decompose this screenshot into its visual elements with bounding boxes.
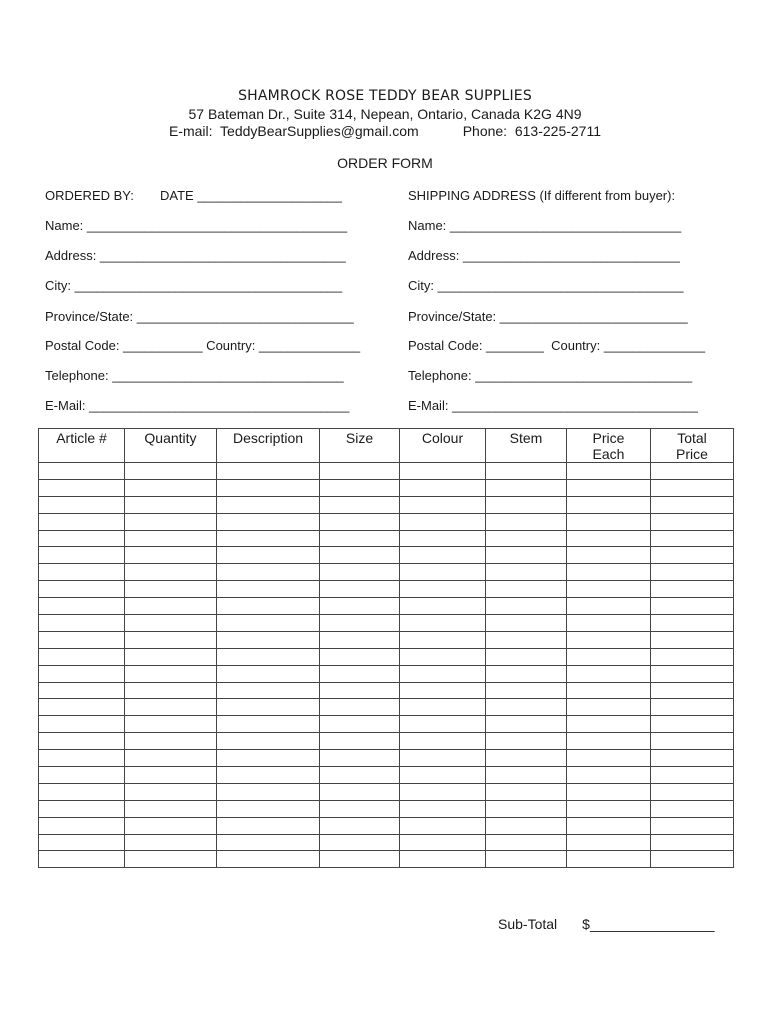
table-cell[interactable] [486,767,567,784]
table-row [39,851,734,868]
table-cell[interactable] [125,479,217,496]
date-field[interactable]: DATE ____________________ [160,188,342,203]
table-cell[interactable] [39,800,125,817]
table-cell[interactable] [39,851,125,868]
subtotal-row [498,916,715,932]
table-cell[interactable] [486,479,567,496]
table-row [39,530,734,547]
table-cell[interactable] [486,547,567,564]
table-cell[interactable] [486,783,567,800]
table-row [39,564,734,581]
table-cell[interactable] [125,817,217,834]
table-row [39,598,734,615]
table-cell[interactable] [400,479,486,496]
table-cell[interactable] [486,834,567,851]
table-cell[interactable] [320,615,400,632]
table-cell[interactable] [567,564,651,581]
table-cell[interactable] [651,665,734,682]
table-cell[interactable] [320,513,400,530]
table-cell[interactable] [39,547,125,564]
table-cell[interactable] [125,834,217,851]
table-cell[interactable] [486,665,567,682]
table-cell[interactable] [217,513,320,530]
table-cell[interactable] [125,800,217,817]
table-cell[interactable] [400,699,486,716]
table-cell[interactable] [125,513,217,530]
shipping-address-field[interactable]: Address: ______________________________ [408,248,680,263]
table-cell[interactable] [651,733,734,750]
table-cell[interactable] [400,631,486,648]
table-cell[interactable] [217,733,320,750]
table-cell[interactable] [486,581,567,598]
table-cell[interactable] [651,817,734,834]
table-cell[interactable] [39,834,125,851]
table-row [39,716,734,733]
table-cell[interactable] [320,750,400,767]
table-cell[interactable] [39,496,125,513]
table-cell[interactable] [400,615,486,632]
table-cell[interactable] [39,615,125,632]
company-contact [0,123,770,139]
table-cell[interactable] [567,817,651,834]
table-cell[interactable] [320,496,400,513]
table-cell[interactable] [567,767,651,784]
table-cell[interactable] [320,699,400,716]
table-cell[interactable] [39,716,125,733]
column-header-article: Article # [39,429,125,463]
table-cell[interactable] [651,496,734,513]
table-cell[interactable] [320,564,400,581]
table-cell[interactable] [39,581,125,598]
table-cell[interactable] [486,699,567,716]
table-cell[interactable] [217,665,320,682]
table-cell[interactable] [400,648,486,665]
table-cell[interactable] [217,581,320,598]
table-cell[interactable] [39,767,125,784]
table-cell[interactable] [567,648,651,665]
table-cell[interactable] [39,648,125,665]
table-cell[interactable] [567,631,651,648]
table-cell[interactable] [651,767,734,784]
table-header-row [39,429,734,463]
table-cell[interactable] [567,851,651,868]
table-cell[interactable] [486,716,567,733]
table-cell[interactable] [125,648,217,665]
shipping-city-field[interactable]: City: __________________________________ [408,278,684,293]
table-cell[interactable] [320,463,400,480]
table-cell[interactable] [651,547,734,564]
table-cell[interactable] [567,783,651,800]
column-header-colour: Colour [400,429,486,463]
table-cell[interactable] [651,513,734,530]
table-cell[interactable] [217,598,320,615]
table-cell[interactable] [651,800,734,817]
table-row [39,783,734,800]
table-cell[interactable] [125,598,217,615]
table-cell[interactable] [486,564,567,581]
table-cell[interactable] [125,581,217,598]
table-cell[interactable] [486,800,567,817]
column-header-description: Description [217,429,320,463]
table-cell[interactable] [320,547,400,564]
table-cell[interactable] [567,834,651,851]
table-cell[interactable] [486,530,567,547]
table-row [39,631,734,648]
table-cell[interactable] [567,682,651,699]
table-cell[interactable] [320,783,400,800]
table-cell[interactable] [39,682,125,699]
shipping-heading: SHIPPING ADDRESS (If different from buyer): [408,188,676,203]
shipping-province-field[interactable]: Province/State: __________________________ [408,309,688,324]
company-email: E-mail: TeddyBearSupplies@gmail.com [168,123,419,139]
table-cell[interactable] [39,699,125,716]
table-cell[interactable] [400,682,486,699]
table-cell[interactable] [400,598,486,615]
table-cell[interactable] [320,716,400,733]
table-cell[interactable] [217,564,320,581]
table-cell[interactable] [567,513,651,530]
column-header-total-price: Total Price [651,429,734,463]
table-cell[interactable] [567,733,651,750]
table-cell[interactable] [400,581,486,598]
column-header-stem: Stem [486,429,567,463]
table-cell[interactable] [400,665,486,682]
table-row [39,834,734,851]
table-cell[interactable] [651,851,734,868]
table-cell[interactable] [39,631,125,648]
table-row [39,750,734,767]
table-cell[interactable] [320,581,400,598]
buyer-telephone-field[interactable]: Telephone: ________________________________ [45,368,344,383]
table-row [39,665,734,682]
column-header-size: Size [320,429,400,463]
table-cell[interactable] [400,530,486,547]
table-cell[interactable] [651,716,734,733]
column-header-price-each: Price Each [567,429,651,463]
table-cell[interactable] [567,598,651,615]
table-cell[interactable] [651,598,734,615]
table-row [39,513,734,530]
table-cell[interactable] [486,682,567,699]
table-cell[interactable] [486,615,567,632]
table-cell[interactable] [567,496,651,513]
table-cell[interactable] [651,699,734,716]
table-cell[interactable] [320,733,400,750]
buyer-province-field[interactable]: Province/State: ______________________________ [45,309,354,324]
table-cell[interactable] [651,530,734,547]
form-title: ORDER FORM [337,155,433,171]
table-cell[interactable] [567,699,651,716]
table-row [39,733,734,750]
table-cell[interactable] [125,547,217,564]
table-cell[interactable] [320,479,400,496]
table-cell[interactable] [125,767,217,784]
table-cell[interactable] [39,665,125,682]
table-cell[interactable] [320,834,400,851]
table-cell[interactable] [217,716,320,733]
shipping-postal-country-field[interactable]: Postal Code: ________ Country: ______________ [408,338,706,353]
table-cell[interactable] [320,767,400,784]
table-row [39,682,734,699]
table-cell[interactable] [400,716,486,733]
table-cell[interactable] [400,733,486,750]
table-cell[interactable] [125,716,217,733]
table-cell[interactable] [217,463,320,480]
table-cell[interactable] [651,463,734,480]
table-row [39,581,734,598]
table-row [39,817,734,834]
table-cell[interactable] [486,648,567,665]
table-cell[interactable] [125,496,217,513]
table-cell[interactable] [651,564,734,581]
table-cell[interactable] [651,648,734,665]
table-row [39,463,734,480]
table-cell[interactable] [39,479,125,496]
company-name: SHAMROCK ROSE TEDDY BEAR SUPPLIES [238,88,532,104]
table-row [39,767,734,784]
table-cell[interactable] [125,631,217,648]
table-cell[interactable] [567,800,651,817]
table-cell[interactable] [39,513,125,530]
table-cell[interactable] [320,598,400,615]
table-cell[interactable] [400,496,486,513]
table-cell[interactable] [567,716,651,733]
shipping-name-field[interactable]: Name: ________________________________ [408,218,682,233]
subtotal-field[interactable]: $________________ [582,916,715,932]
table-cell[interactable] [217,648,320,665]
table-cell[interactable] [125,783,217,800]
shipping-email-field[interactable]: E-Mail: __________________________________ [408,398,698,413]
table-cell[interactable] [651,783,734,800]
table-cell[interactable] [400,800,486,817]
table-cell[interactable] [39,783,125,800]
table-cell[interactable] [125,851,217,868]
table-cell[interactable] [125,682,217,699]
table-cell[interactable] [400,817,486,834]
buyer-name-field[interactable]: Name: ____________________________________ [45,218,348,233]
table-cell[interactable] [567,750,651,767]
table-cell[interactable] [217,682,320,699]
table-row [39,699,734,716]
table-row [39,479,734,496]
table-cell[interactable] [486,598,567,615]
table-cell[interactable] [217,615,320,632]
table-cell[interactable] [39,733,125,750]
table-cell[interactable] [217,800,320,817]
table-cell[interactable] [125,665,217,682]
table-row [39,648,734,665]
table-cell[interactable] [320,851,400,868]
buyer-email-field[interactable]: E-Mail: ____________________________________ [45,398,350,413]
table-cell[interactable] [486,463,567,480]
table-cell[interactable] [320,530,400,547]
table-cell[interactable] [39,750,125,767]
buyer-postal-country-field[interactable]: Postal Code: ___________ Country: ______________ [45,338,361,353]
table-cell[interactable] [39,463,125,480]
table-cell[interactable] [125,750,217,767]
ordered-by-heading: ORDERED BY: [45,188,134,203]
table-cell[interactable] [486,851,567,868]
table-cell[interactable] [125,699,217,716]
column-header-quantity: Quantity [125,429,217,463]
subtotal-label: Sub-Total [498,916,558,932]
table-cell[interactable] [651,631,734,648]
table-cell[interactable] [651,834,734,851]
order-items-table [38,428,734,868]
table-cell[interactable] [320,800,400,817]
table-cell[interactable] [486,750,567,767]
buyer-address-field[interactable]: Address: __________________________________ [45,248,346,263]
table-cell[interactable] [217,750,320,767]
table-cell[interactable] [320,665,400,682]
company-address: 57 Bateman Dr., Suite 314, Nepean, Ontario, Canada K2G 4N9 [188,106,582,122]
table-cell[interactable] [125,463,217,480]
table-cell[interactable] [125,530,217,547]
table-cell[interactable] [486,513,567,530]
table-row [39,496,734,513]
table-cell[interactable] [39,817,125,834]
table-cell[interactable] [217,783,320,800]
table-cell[interactable] [567,547,651,564]
table-cell[interactable] [217,479,320,496]
table-cell[interactable] [217,496,320,513]
table-cell[interactable] [486,631,567,648]
table-cell[interactable] [651,682,734,699]
table-cell[interactable] [217,547,320,564]
table-cell[interactable] [400,564,486,581]
table-row [39,615,734,632]
table-cell[interactable] [217,699,320,716]
table-cell[interactable] [320,648,400,665]
table-cell[interactable] [567,463,651,480]
table-cell[interactable] [39,530,125,547]
table-cell[interactable] [400,513,486,530]
table-cell[interactable] [651,581,734,598]
table-cell[interactable] [400,767,486,784]
buyer-city-field[interactable]: City: _____________________________________ [45,278,343,293]
shipping-telephone-field[interactable]: Telephone: ______________________________ [408,368,693,383]
table-cell[interactable] [486,817,567,834]
company-phone: Phone: 613-225-2711 [462,123,602,139]
table-cell[interactable] [567,581,651,598]
table-cell[interactable] [651,750,734,767]
table-cell[interactable] [400,783,486,800]
table-cell[interactable] [217,817,320,834]
table-cell[interactable] [567,665,651,682]
table-row [39,547,734,564]
table-cell[interactable] [125,564,217,581]
table-cell[interactable] [567,530,651,547]
table-cell[interactable] [651,615,734,632]
table-cell[interactable] [567,615,651,632]
table-cell[interactable] [217,631,320,648]
table-cell[interactable] [400,851,486,868]
table-cell[interactable] [217,851,320,868]
table-cell[interactable] [651,479,734,496]
table-cell[interactable] [217,834,320,851]
table-cell[interactable] [400,463,486,480]
table-cell[interactable] [217,530,320,547]
table-cell[interactable] [39,598,125,615]
table-cell[interactable] [320,682,400,699]
table-cell[interactable] [486,733,567,750]
table-cell[interactable] [400,547,486,564]
table-cell[interactable] [400,750,486,767]
table-cell[interactable] [486,496,567,513]
table-cell[interactable] [39,564,125,581]
table-row [39,800,734,817]
table-cell[interactable] [320,817,400,834]
table-cell[interactable] [125,733,217,750]
table-cell[interactable] [400,834,486,851]
table-cell[interactable] [217,767,320,784]
table-cell[interactable] [320,631,400,648]
table-cell[interactable] [125,615,217,632]
table-cell[interactable] [567,479,651,496]
